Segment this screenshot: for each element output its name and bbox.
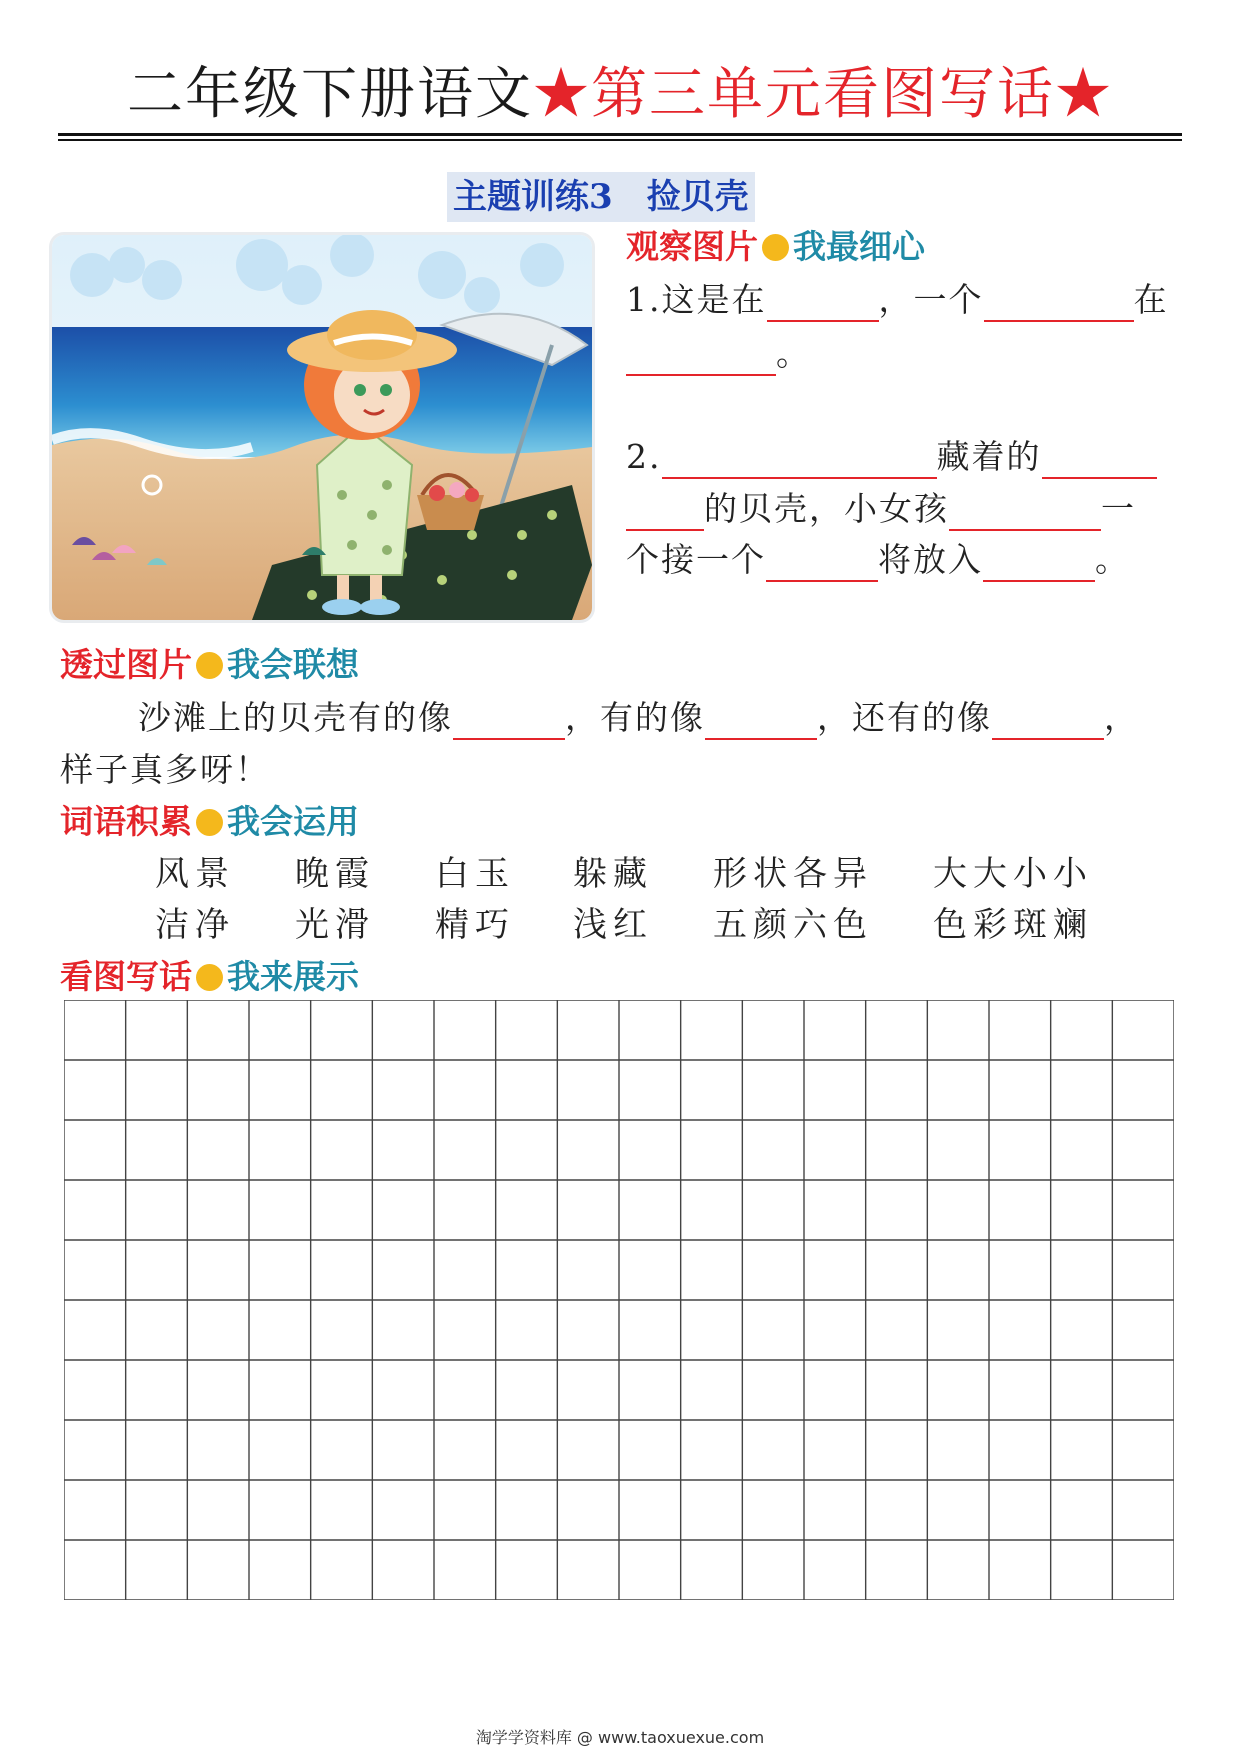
theme-label: 主题训练3 捡贝壳 (447, 172, 755, 222)
observe-q2-line1: 2. 藏着的 (626, 435, 1157, 479)
word-item: 晚霞 (295, 854, 375, 894)
blank[interactable] (992, 702, 1104, 740)
blank[interactable] (705, 702, 817, 740)
title-grade: 二年级下册语文 (127, 62, 533, 127)
observe-q2-line2: 的贝壳，小女孩 一 (626, 487, 1136, 531)
blank[interactable] (453, 702, 565, 740)
observe-q1-line1: 1.这是在 ，一个 在 (626, 278, 1169, 322)
blank[interactable] (626, 338, 776, 376)
section-heading-observe: 观察图片 我最细心 (626, 227, 925, 266)
dot-icon (196, 964, 223, 991)
blank[interactable] (1042, 441, 1157, 479)
blank[interactable] (767, 284, 879, 322)
word-item: 躲藏 (573, 854, 653, 894)
blank[interactable] (626, 493, 704, 531)
section-heading-write: 看图写话 我来展示 (60, 957, 359, 996)
section-heading-imagine: 透过图片 我会联想 (60, 645, 359, 684)
illustration-svg (52, 235, 592, 620)
word-item: 大大小小 (933, 854, 1093, 894)
beach-girl-illustration (52, 235, 592, 620)
word-item: 光滑 (295, 905, 375, 945)
title-unit: 第三单元看图写话 (591, 62, 1055, 127)
word-item: 洁净 (155, 905, 235, 945)
blank[interactable] (983, 544, 1095, 582)
dot-icon (196, 652, 223, 679)
star-icon: ★ (1055, 62, 1113, 127)
word-item: 五颜六色 (713, 905, 873, 945)
word-item: 形状各异 (713, 854, 873, 894)
word-item: 白玉 (435, 854, 515, 894)
observe-q1-line2: 。 (626, 332, 811, 376)
header-rule-top (58, 133, 1182, 136)
footer-source: 淘学学资料库 @ www.taoxuexue.com (475, 1728, 765, 1747)
header-rule-bottom (58, 139, 1182, 141)
blank[interactable] (662, 441, 937, 479)
writing-grid[interactable] (64, 1000, 1174, 1600)
word-item: 精巧 (435, 905, 515, 945)
imagine-line2: 样子真多呀！ (60, 750, 270, 789)
word-item: 浅红 (573, 905, 653, 945)
blank[interactable] (949, 493, 1101, 531)
blank[interactable] (984, 284, 1134, 322)
section-heading-words: 词语积累 我会运用 (60, 802, 359, 841)
dot-icon (196, 809, 223, 836)
blank[interactable] (766, 544, 878, 582)
star-icon: ★ (533, 62, 591, 127)
word-item: 色彩斑斓 (933, 905, 1093, 945)
dot-icon (762, 234, 789, 261)
word-item: 风景 (155, 854, 235, 894)
observe-q2-line3: 个接一个 将放入 。 (626, 538, 1130, 582)
page-title (0, 60, 1240, 130)
imagine-line1: 沙滩上的贝壳有的像 ，有的像 ，还有的像 ， (138, 696, 1139, 740)
